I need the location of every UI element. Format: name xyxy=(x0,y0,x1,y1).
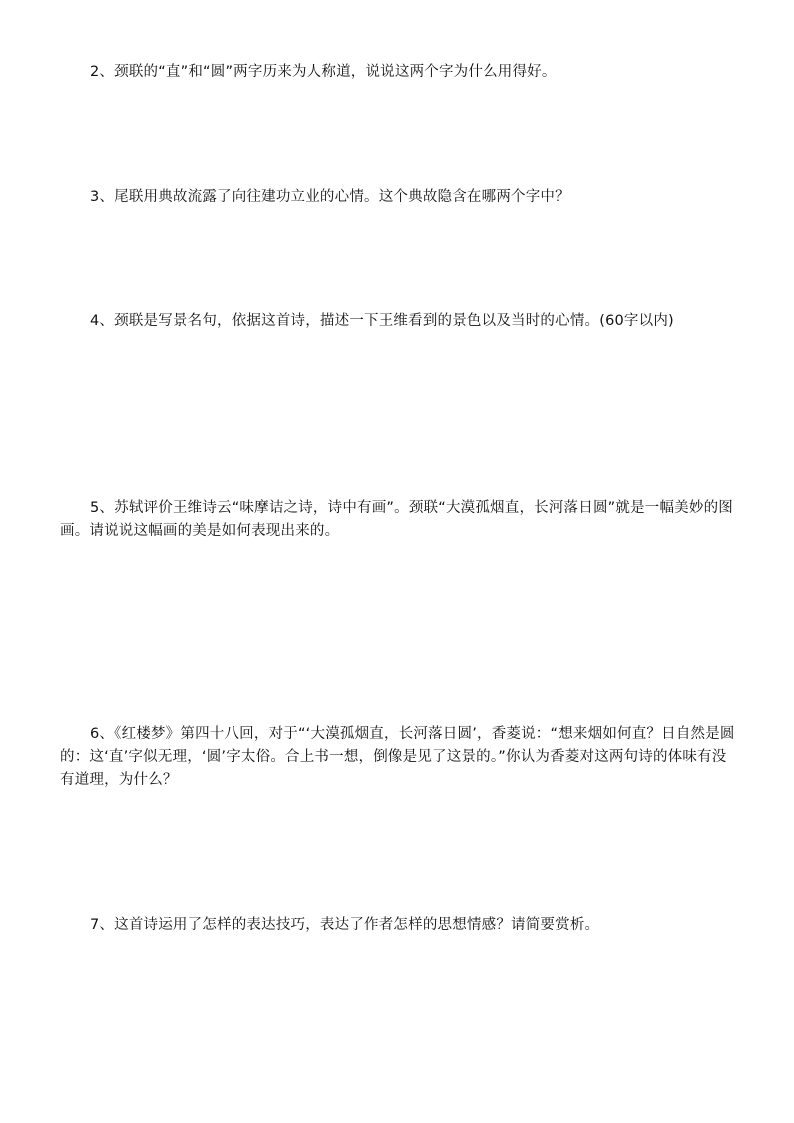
question-6: 6、《红楼梦》第四十八回，对于“‘大漠孤烟直，长河落日圆’，香菱说：“想来烟如何直？日自然是圆的：这‘直’字似无理，‘圆’字太俗。合上书一想，倒像是见了这景的。”你认为香菱对这两句诗的体味有没有道理，为什么？ xyxy=(60,726,735,788)
question-7: 7、这首诗运用了怎样的表达技巧，表达了作者怎样的思想情感？请简要赏析。 xyxy=(90,917,600,933)
question-3: 3、尾联用典故流露了向往建功立业的心情。这个典故隐含在哪两个字中？ xyxy=(90,189,570,205)
question-2: 2、颈联的“直”和“圆”两字历来为人称道，说说这两个字为什么用得好。 xyxy=(90,64,557,80)
question-4: 4、颈联是写景名句，依据这首诗，描述一下王维看到的景色以及当时的心情。(60字以内) xyxy=(90,313,674,329)
question-5: 5、苏轼评价王维诗云“味摩诘之诗，诗中有画”。颈联“大漠孤烟直，长河落日圆”就是一幅美妙的图画。请说说这幅画的美是如何表现出来的。 xyxy=(60,500,733,539)
